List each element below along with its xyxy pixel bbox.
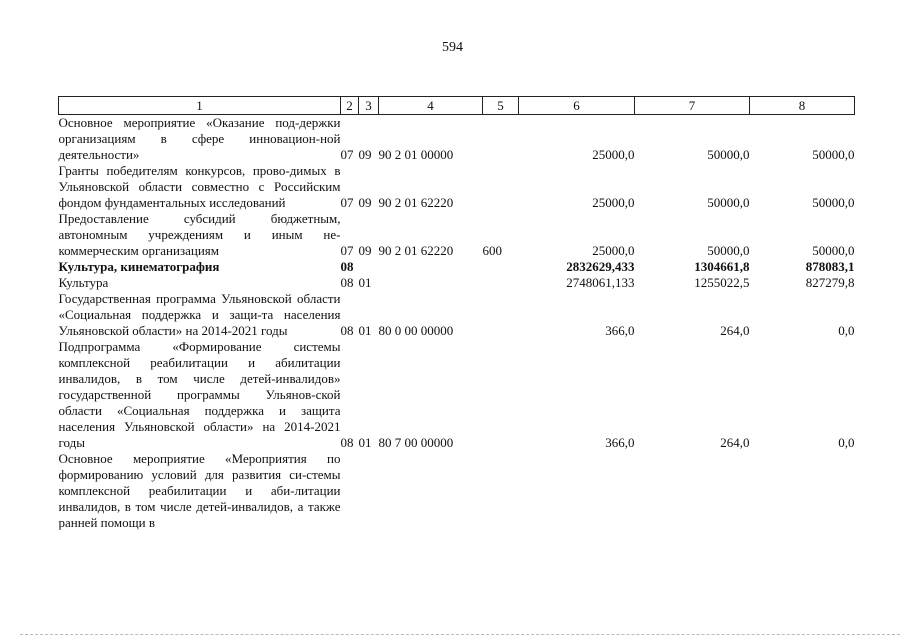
row-description: Основное мероприятие «Мероприятия по формированию условий для развития си-стемы комплексной реабилитации и аби-литации инвалидов, в том числе детей-инвалидов, а также ранней помощи в	[58, 451, 341, 530]
row-amount-col8: 50000,0	[812, 243, 855, 258]
row-target-article-code: 90 2 01 62220	[378, 243, 454, 258]
row-target-article-code	[379, 451, 483, 531]
row-description: Государственная программа Ульяновской области «Социальная поддержка и защи-та населения Ульяновской области» на 2014-2021 годы	[58, 291, 341, 338]
row-subsection-code: 09	[358, 243, 372, 258]
row-expense-type-code	[483, 291, 519, 339]
header-row	[59, 97, 855, 115]
row-description: Культура, кинематография	[58, 259, 220, 274]
col-header-7: 7	[635, 97, 750, 115]
budget-table	[58, 96, 855, 531]
row-amount-col7: 264,0	[720, 435, 750, 450]
col-header-3: 3	[359, 97, 379, 115]
row-section-code: 07	[340, 195, 354, 210]
page-number: 594	[442, 40, 463, 55]
row-description: Подпрограмма «Формирование системы комплексной реабилитации и абилитации инвалидов, в том числе детей-инвалидов» государственной программы Ульянов-ской области «Социальная поддержка и защита населения Ульяновской области» на 2014-2021 годы	[58, 339, 341, 450]
row-section-code: 08	[340, 323, 354, 338]
row-expense-type-code	[483, 339, 519, 451]
row-amount-col6: 25000,0	[592, 243, 635, 258]
row-description: Культура	[58, 275, 109, 290]
row-subsection-code: 01	[358, 323, 372, 338]
row-description: Основное мероприятие «Оказание под-держки организациям в сфере инновацион-ной деятельности»	[58, 115, 341, 162]
row-amount-col6: 2748061,133	[566, 275, 635, 290]
row-amount-col7: 50000,0	[707, 195, 750, 210]
row-amount-col8: 827279,8	[805, 275, 855, 290]
row-amount-col6: 25000,0	[592, 195, 635, 210]
row-amount-col6: 366,0	[605, 435, 635, 450]
row-section-code: 08	[340, 259, 354, 274]
col-header-5: 5	[483, 97, 519, 115]
row-expense-type-code: 600	[482, 243, 502, 258]
table-row	[59, 259, 855, 275]
row-subsection-code: 09	[358, 147, 372, 162]
row-target-article-code	[379, 275, 483, 291]
row-section-code: 07	[340, 243, 354, 258]
row-subsection-code	[359, 451, 379, 531]
col-header-1: 1	[59, 97, 341, 115]
row-amount-col8: 878083,1	[805, 259, 855, 274]
table-row	[59, 339, 855, 451]
row-amount-col6: 2832629,433	[566, 259, 635, 274]
row-subsection-code: 09	[358, 195, 372, 210]
row-expense-type-code	[483, 275, 519, 291]
row-target-article-code: 90 2 01 62220	[378, 195, 454, 210]
row-amount-col6	[519, 451, 635, 531]
row-expense-type-code	[483, 259, 519, 275]
row-subsection-code	[359, 259, 379, 275]
row-expense-type-code	[483, 115, 519, 164]
row-amount-col7: 1304661,8	[694, 259, 750, 274]
row-amount-col7: 50000,0	[707, 147, 750, 162]
row-amount-col8: 0,0	[838, 323, 855, 338]
row-subsection-code: 01	[358, 435, 372, 450]
col-header-6: 6	[519, 97, 635, 115]
row-target-article-code: 90 2 01 00000	[378, 147, 454, 162]
row-target-article-code	[379, 259, 483, 275]
row-subsection-code: 01	[358, 275, 372, 290]
row-section-code: 08	[340, 435, 354, 450]
row-amount-col7: 50000,0	[707, 243, 750, 258]
col-header-8: 8	[750, 97, 855, 115]
row-amount-col6: 25000,0	[592, 147, 635, 162]
row-amount-col8: 50000,0	[812, 195, 855, 210]
table-row	[59, 115, 855, 164]
row-amount-col8: 50000,0	[812, 147, 855, 162]
row-amount-col7: 1255022,5	[694, 275, 750, 290]
bottom-scan-rule	[20, 634, 900, 635]
col-header-2: 2	[341, 97, 359, 115]
row-target-article-code: 80 0 00 00000	[378, 323, 454, 338]
row-target-article-code: 80 7 00 00000	[378, 435, 454, 450]
table-row	[59, 211, 855, 259]
row-expense-type-code	[483, 451, 519, 531]
row-description: Предоставление субсидий бюджетным, автономным учреждениям и иным не-коммерческим организациям	[58, 211, 341, 258]
row-section-code: 07	[340, 147, 354, 162]
row-section-code: 08	[340, 275, 354, 290]
row-expense-type-code	[483, 163, 519, 211]
table-row	[59, 451, 855, 531]
row-amount-col8	[750, 451, 855, 531]
row-amount-col8: 0,0	[838, 435, 855, 450]
row-amount-col7: 264,0	[720, 323, 750, 338]
table-row	[59, 275, 855, 291]
table-row	[59, 291, 855, 339]
col-header-4: 4	[379, 97, 483, 115]
row-amount-col6: 366,0	[605, 323, 635, 338]
row-description: Гранты победителям конкурсов, прово-димых в Ульяновской области совместно с Российским фондом фундаментальных исследований	[58, 163, 341, 210]
row-section-code	[341, 451, 359, 531]
row-amount-col7	[635, 451, 750, 531]
table-row	[59, 163, 855, 211]
